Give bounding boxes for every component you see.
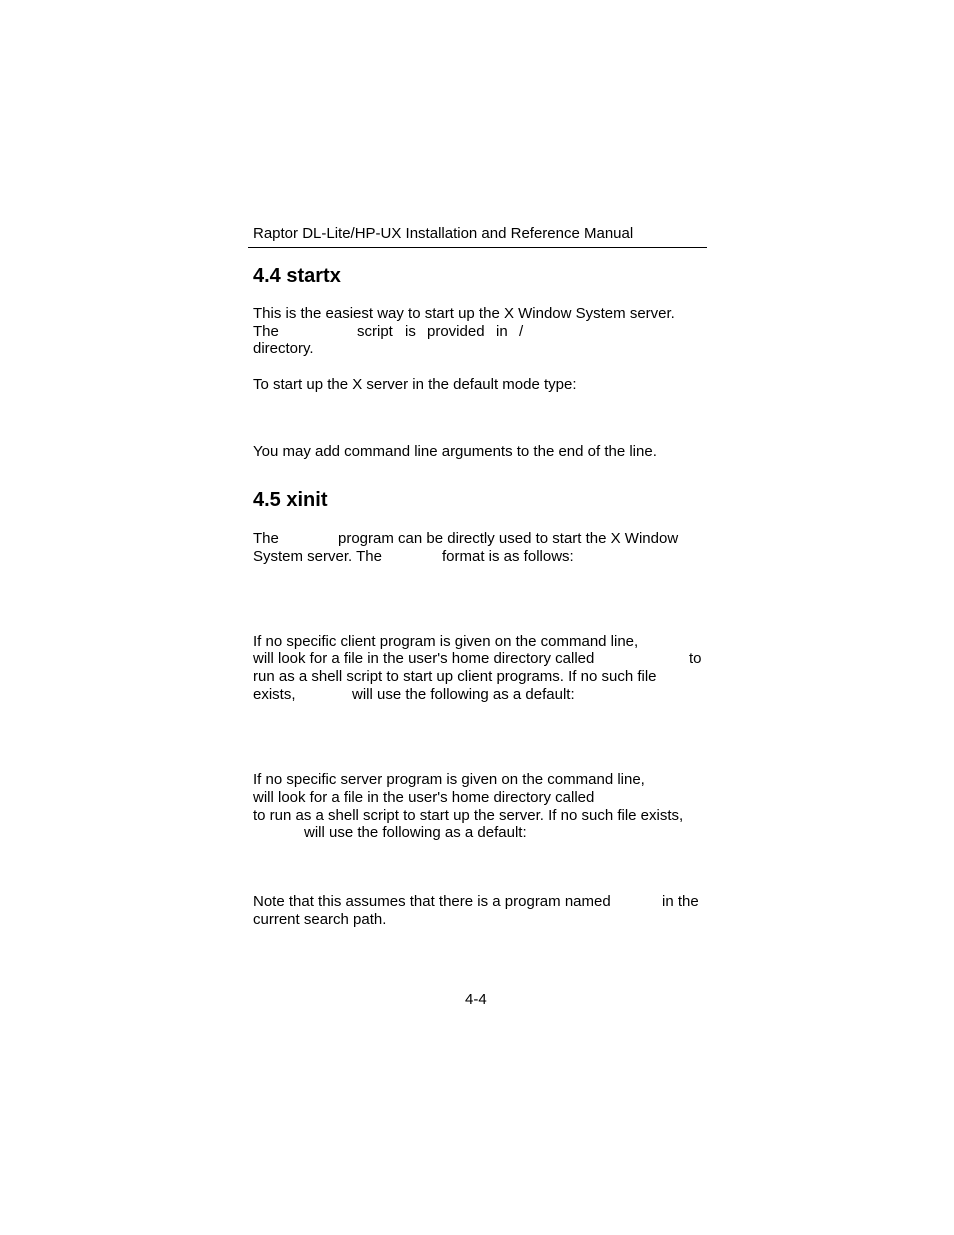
startx-intro-provided: provided [427, 323, 485, 340]
xinit-client-line4-a: exists, [253, 686, 296, 703]
manual-title: Raptor DL-Lite/HP-UX Installation and Reference Manual [253, 225, 634, 242]
startx-intro-script: script [357, 323, 393, 340]
xinit-client-line2-to: to [689, 650, 702, 667]
xinit-note-line1-b: in the [662, 893, 699, 910]
xinit-server-line4: will use the following as a default: [304, 824, 527, 841]
startx-arguments-text: You may add command line arguments to the end of the line. [253, 443, 657, 460]
xinit-intro-line1-rest: program can be directly used to start the X Window [338, 530, 679, 547]
xinit-server-line1: If no specific server program is given on the command line, [253, 771, 645, 788]
startx-intro-is: is [405, 323, 416, 340]
xinit-client-line3: run as a shell script to start up client programs. If no such file [253, 668, 657, 685]
xinit-server-line3: to run as a shell script to start up the server. If no such file exists, [253, 807, 684, 824]
xinit-client-line4-b: will use the following as a default: [352, 686, 575, 703]
xinit-note-line2: current search path. [253, 911, 387, 928]
xinit-client-line1: If no specific client program is given on the command line, [253, 633, 639, 650]
startx-intro-in: in [496, 323, 508, 340]
startx-intro-the: The [253, 323, 279, 340]
startx-default-mode-text: To start up the X server in the default mode type: [253, 376, 577, 393]
xinit-intro-the: The [253, 530, 279, 547]
section-heading-xinit: 4.5 xinit [253, 489, 328, 511]
startx-intro-line3: directory. [253, 340, 314, 357]
startx-intro-line1: This is the easiest way to start up the X Window System server. [253, 305, 675, 322]
page-number: 4-4 [465, 991, 487, 1008]
xinit-intro-line2-a: System server. The [253, 548, 382, 565]
xinit-intro-line2-b: format is as follows: [442, 548, 574, 565]
running-header [248, 224, 707, 248]
xinit-note-line1-a: Note that this assumes that there is a program named [253, 893, 611, 910]
xinit-server-line2: will look for a file in the user's home directory called [253, 789, 595, 806]
section-heading-startx: 4.4 startx [253, 265, 341, 287]
startx-intro-slash: / [519, 323, 524, 340]
xinit-client-line2: will look for a file in the user's home directory called [253, 650, 595, 667]
